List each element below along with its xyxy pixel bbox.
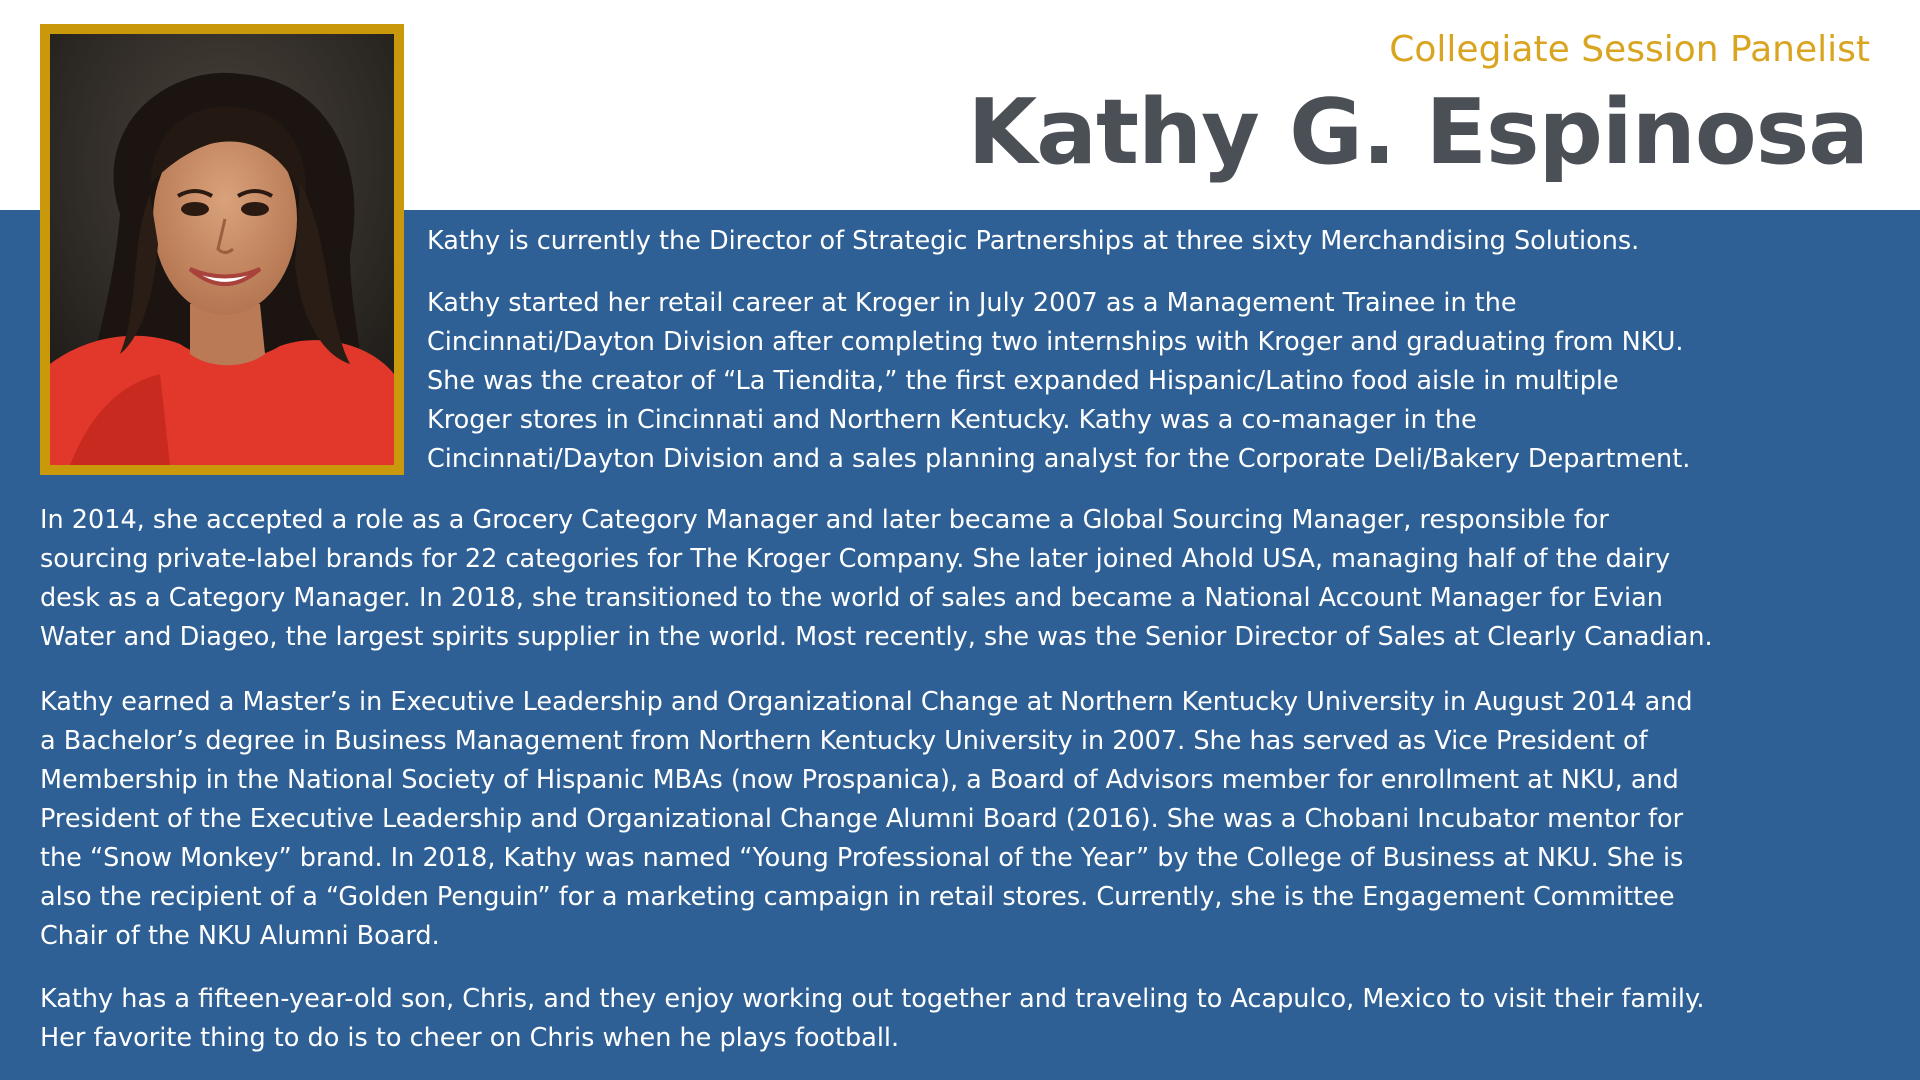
bio-line: desk as a Category Manager. In 2018, she transitioned to the world of sales and became a National Account Manager for Evian <box>40 583 1663 613</box>
bio-paragraph-5 <box>40 980 1705 1058</box>
headshot-photo <box>50 34 394 465</box>
bio-line: sourcing private-label brands for 22 categories for The Kroger Company. She later joined Ahold USA, managing half of the dairy <box>40 544 1671 574</box>
bio-paragraph-1 <box>427 222 1639 261</box>
bio-line: Kathy is currently the Director of Strategic Partnerships at three sixty Merchandising Solutions. <box>427 226 1640 256</box>
bio-line: Membership in the National Society of Hispanic MBAs (now Prospanica), a Board of Advisors member for enrollment at NKU, and <box>40 765 1679 795</box>
bio-line: Cincinnati/Dayton Division after completing two internships with Kroger and graduating from NKU. <box>427 327 1684 357</box>
bio-line: the “Snow Monkey” brand. In 2018, Kathy was named “Young Professional of the Year” by the College of Business at NKU. She is <box>40 843 1684 873</box>
headshot-frame <box>40 24 404 475</box>
session-role-subtitle: Collegiate Session Panelist <box>1389 29 1870 70</box>
bio-paragraph-2 <box>427 284 1690 479</box>
panelist-name: Kathy G. Espinosa <box>967 80 1868 185</box>
bio-line: Her favorite thing to do is to cheer on Chris when he plays football. <box>40 1023 900 1053</box>
bio-paragraph-4 <box>40 683 1693 956</box>
bio-line: In 2014, she accepted a role as a Grocery Category Manager and later became a Global Sourcing Manager, responsible for <box>40 505 1609 535</box>
bio-line: also the recipient of a “Golden Penguin” for a marketing campaign in retail stores. Currently, she is the Engagement Committee <box>40 882 1675 912</box>
bio-line: President of the Executive Leadership and Organizational Change Alumni Board (2016). She was a Chobani Incubator mentor for <box>40 804 1684 834</box>
bio-line: Kroger stores in Cincinnati and Northern Kentucky. Kathy was a co-manager in the <box>427 405 1477 435</box>
bio-line: Kathy has a fifteen-year-old son, Chris, and they enjoy working out together and traveling to Acapulco, Mexico to visit their family. <box>40 984 1705 1014</box>
bio-line: Water and Diageo, the largest spirits supplier in the world. Most recently, she was the Senior Director of Sales at Clearly Canadian. <box>40 622 1713 652</box>
bio-line: Kathy earned a Master’s in Executive Leadership and Organizational Change at Northern Kentucky University in August 2014 and <box>40 687 1693 717</box>
bio-line: Kathy started her retail career at Kroger in July 2007 as a Management Trainee in the <box>427 288 1517 318</box>
bio-line: Cincinnati/Dayton Division and a sales planning analyst for the Corporate Deli/Bakery Department. <box>427 444 1691 474</box>
bio-paragraph-3 <box>40 501 1713 657</box>
bio-line: She was the creator of “La Tiendita,” the first expanded Hispanic/Latino food aisle in multiple <box>427 366 1619 396</box>
bio-line: Chair of the NKU Alumni Board. <box>40 921 440 951</box>
bio-line: a Bachelor’s degree in Business Management from Northern Kentucky University in 2007. She has served as Vice President of <box>40 726 1648 756</box>
